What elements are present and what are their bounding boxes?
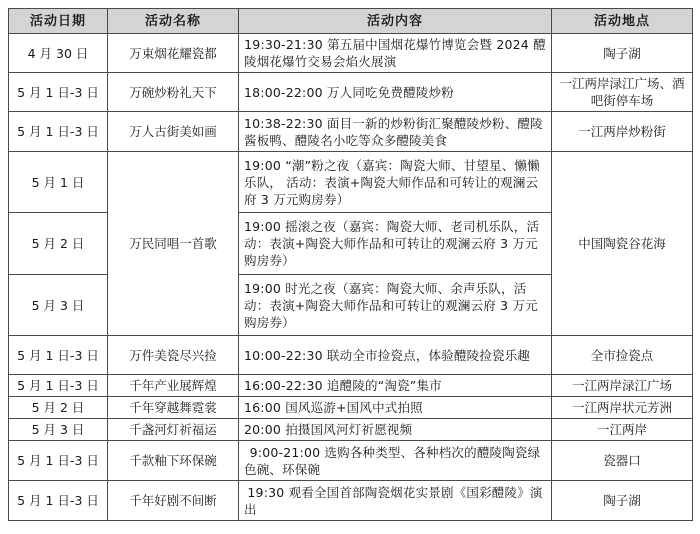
cell-location: 陶子湖: [552, 481, 693, 521]
cell-content: 18:00-22:00 万人同吃免费醴陵炒粉: [239, 73, 552, 112]
cell-date: 5 月 1 日-3 日: [9, 336, 108, 375]
cell-date: 5 月 1 日-3 日: [9, 481, 108, 521]
events-table-wrapper: [8, 8, 692, 521]
cell-content: 19:30-21:30 第五届中国烟花爆竹博览会暨 2024 醴陵烟花爆竹交易会焰火展演: [239, 34, 552, 73]
cell-name: 万民同唱一首歌: [108, 152, 239, 336]
cell-location: 一江两岸渌江广场: [552, 375, 693, 397]
cell-location: 一江两岸炒粉街: [552, 112, 693, 152]
cell-content: 16:00 国风巡游+国风中式拍照: [239, 397, 552, 419]
cell-date: 5 月 3 日: [9, 419, 108, 441]
table-row: [9, 397, 693, 419]
cell-name: 千年穿越舞霓裳: [108, 397, 239, 419]
table-row: [9, 336, 693, 375]
cell-date: 5 月 1 日-3 日: [9, 375, 108, 397]
cell-content: 19:00 摇滚之夜（嘉宾：陶瓷大师、老司机乐队，活动：表演+陶瓷大师作品和可转让的观澜云府 3 万元购房券）: [239, 213, 552, 275]
table-row: [9, 34, 693, 73]
cell-content: 20:00 拍摄国风河灯祈愿视频: [239, 419, 552, 441]
table-row: [9, 112, 693, 152]
cell-location: 一江两岸状元芳洲: [552, 397, 693, 419]
cell-name: 千年产业展辉煌: [108, 375, 239, 397]
cell-name: 万碗炒粉礼天下: [108, 73, 239, 112]
cell-name: 万件美瓷尽兴捡: [108, 336, 239, 375]
cell-location: 陶子湖: [552, 34, 693, 73]
cell-name: 万束烟花耀瓷都: [108, 34, 239, 73]
header-location: 活动地点: [552, 9, 693, 34]
cell-content: 9:00-21:00 选购各种类型、各种档次的醴陵陶瓷绿色碗、环保碗: [239, 441, 552, 481]
table-row: [9, 152, 693, 213]
cell-location: 瓷器口: [552, 441, 693, 481]
cell-content: 10:38-22:30 面目一新的炒粉街汇聚醴陵炒粉、醴陵酱板鸭、醴陵名小吃等众多醴陵美食: [239, 112, 552, 152]
table-row: [9, 481, 693, 521]
cell-date: 5 月 2 日: [9, 397, 108, 419]
cell-name: 千款釉下环保碗: [108, 441, 239, 481]
cell-date: 5 月 1 日-3 日: [9, 73, 108, 112]
cell-content: 16:00-22:30 追醴陵的“淘瓷”集市: [239, 375, 552, 397]
cell-name: 万人古街美如画: [108, 112, 239, 152]
header-row: [9, 9, 693, 34]
cell-date: 5 月 3 日: [9, 275, 108, 336]
table-row: [9, 375, 693, 397]
cell-date: 5 月 1 日: [9, 152, 108, 213]
table-row: [9, 441, 693, 481]
cell-content: 19:00 时光之夜（嘉宾：陶瓷大师、余声乐队，活动：表演+陶瓷大师作品和可转让的观澜云府 3 万元购房券）: [239, 275, 552, 336]
cell-date: 5 月 1 日-3 日: [9, 441, 108, 481]
table-row: [9, 73, 693, 112]
cell-location: 全市捡瓷点: [552, 336, 693, 375]
cell-location: 一江两岸: [552, 419, 693, 441]
header-name: 活动名称: [108, 9, 239, 34]
cell-date: 4 月 30 日: [9, 34, 108, 73]
cell-content: 19:30 观看全国首部陶瓷烟花实景剧《国彩醴陵》演出: [239, 481, 552, 521]
cell-location: 一江两岸渌江广场、酒吧街停车场: [552, 73, 693, 112]
header-content: 活动内容: [239, 9, 552, 34]
events-table: [8, 8, 693, 521]
cell-content: 19:00 “潮”粉之夜（嘉宾：陶瓷大师、甘望星、懒懒乐队， 活动：表演+陶瓷大师作品和可转让的观澜云府 3 万元购房券）: [239, 152, 552, 213]
cell-name: 千年好剧不间断: [108, 481, 239, 521]
cell-date: 5 月 1 日-3 日: [9, 112, 108, 152]
cell-name: 千盏河灯祈福运: [108, 419, 239, 441]
table-row: [9, 419, 693, 441]
cell-location: 中国陶瓷谷花海: [552, 152, 693, 336]
cell-content: 10:00-22:30 联动全市捡瓷点，体验醴陵捡瓷乐趣: [239, 336, 552, 375]
cell-date: 5 月 2 日: [9, 213, 108, 275]
header-date: 活动日期: [9, 9, 108, 34]
